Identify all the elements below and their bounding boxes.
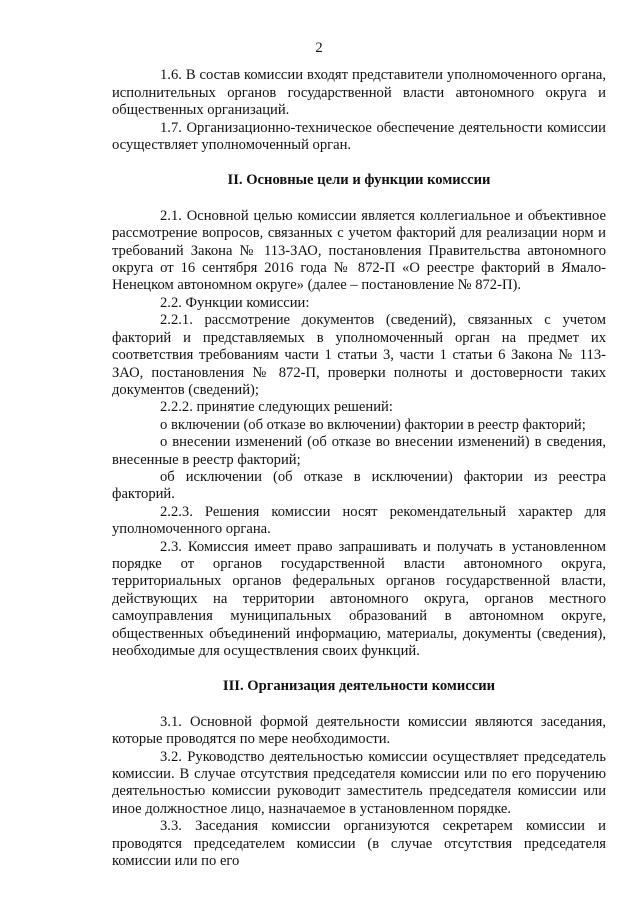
paragraph-2-2-2: 2.2.2. принятие следующих решений: bbox=[160, 399, 393, 416]
paragraph-3-2: 3.2. Руководство деятельностью комиссии осуществляет председатель комиссии. В случае отсутствия председателя комиссии или по его поручению деятельностью комиссии руководит заместитель председателя комиссии или иное должностное лицо, назначаемое в установленном порядке. bbox=[112, 748, 606, 817]
paragraph-2-2: 2.2. Функции комиссии: bbox=[160, 294, 310, 311]
paragraph-2-2-3: 2.2.3. Решения комиссии носят рекомендательный характер для уполномоченного органа. bbox=[112, 503, 606, 538]
section-2-heading: II. Основные цели и функции комиссии bbox=[227, 172, 491, 189]
decision-item-1: о включении (об отказе во включении) фактории в реестр факторий; bbox=[160, 416, 586, 433]
paragraph-3-1: 3.1. Основной формой деятельности комиссии являются заседания, которые проводятся по мере необходимости. bbox=[112, 713, 606, 748]
paragraph-3-3: 3.3. Заседания комиссии организуются секретарем комиссии и проводятся председателем комиссии (в случае отсутствия председателя комиссии или по его bbox=[112, 818, 606, 870]
decision-item-3: об исключении (об отказе в исключении) фактории из реестра факторий. bbox=[112, 468, 606, 503]
paragraph-2-1: 2.1. Основной целью комиссии является коллегиальное и объективное рассмотрение вопросов, связанных с учетом факторий для реализации норм и требований Закона № 113-ЗАО, постановления Правительства автономного округа от 16 сентября 2016 года № 872-П «О реестре факторий в Ямало-Ненецком автономном округе» (далее – постановление № 872-П). bbox=[112, 207, 606, 294]
page-number: 2 bbox=[315, 40, 323, 56]
paragraph-2-2-1: 2.2.1. рассмотрение документов (сведений), связанных с учетом факторий и представляемых в уполномоченный орган на предмет их соответствия требованиям части 1 статьи 3, части 1 статьи 6 Закона № 113-ЗАО, постановления № 872-П, проверки полноты и достоверности таких документов (сведений); bbox=[112, 312, 606, 398]
section-3-heading: III. Организация деятельности комиссии bbox=[222, 678, 496, 695]
paragraph-1-7: 1.7. Организационно-техническое обеспечение деятельности комиссии осуществляет уполномоченный орган. bbox=[112, 119, 606, 154]
decision-item-2: о внесении изменений (об отказе во внесении изменений) в сведения, внесенные в реестр факторий; bbox=[112, 434, 606, 468]
paragraph-2-3: 2.3. Комиссия имеет право запрашивать и получать в установленном порядке от органов государственной власти автономного округа, территориальных органов федеральных органов государственной власти, действующих на территории автономного округа, органов местного самоуправления муниципальных образований в автономном округе, общественных объединений информацию, материалы, документы (сведения), необходимые для осуществления своих функций. bbox=[112, 538, 606, 659]
paragraph-1-6: 1.6. В состав комиссии входят представители уполномоченного органа, исполнительных органов государственной власти автономного округа и общественных организаций. bbox=[112, 67, 606, 119]
